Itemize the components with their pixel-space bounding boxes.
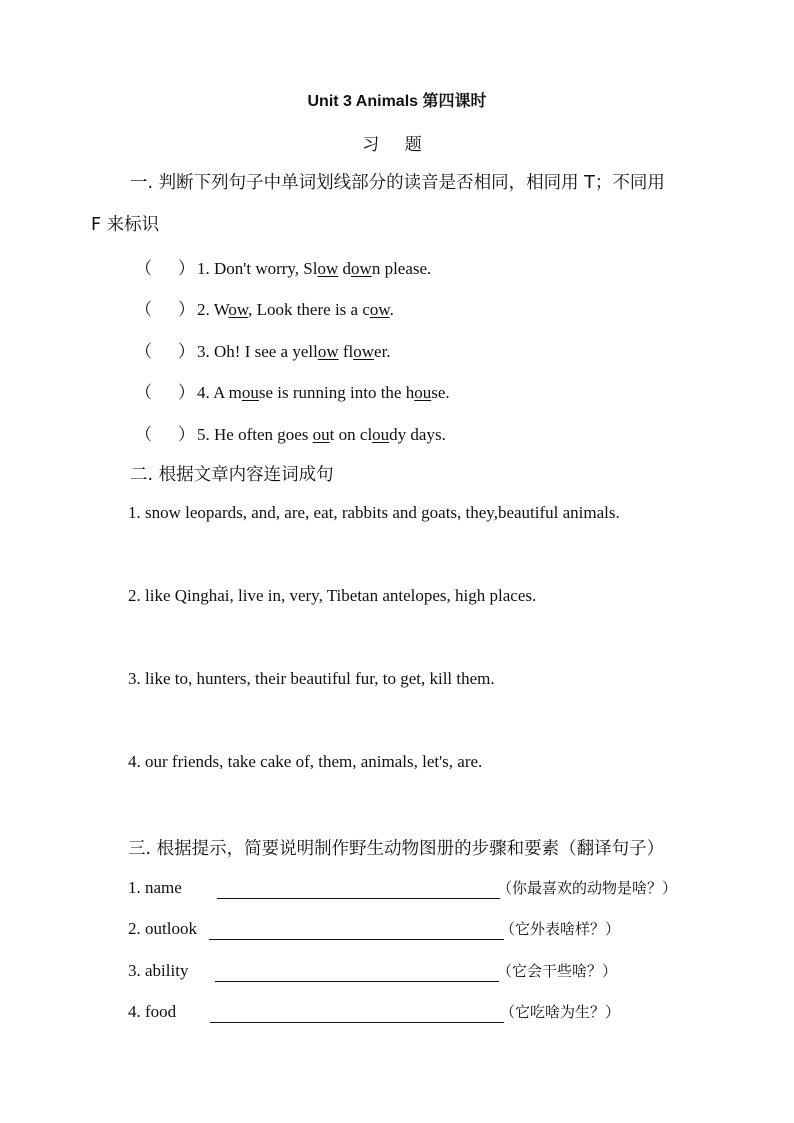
translate-item-4-label: 4. food — [128, 1002, 177, 1021]
reorder-item-3: 3. like to, hunters, their beautiful fur, to get, kill them. — [128, 669, 495, 688]
translate-item-4-hint: （它吃啥为生？） — [500, 1003, 621, 1021]
section1-heading-line2: F 来标识 — [91, 215, 160, 235]
translate-item-1-hint: （你最喜欢的动物是啥？） — [497, 879, 678, 897]
judge-item-3: （ ） 3. Oh! I see a yellow flower. — [135, 337, 391, 362]
answer-line-4[interactable] — [210, 1004, 504, 1023]
judge-item-4: （ ） 4. A mouse is running into the house. — [135, 378, 450, 403]
answer-bracket[interactable]: （ ） — [135, 259, 195, 278]
answer-bracket[interactable]: （ ） — [135, 342, 195, 361]
translate-item-3-label: 3. ability — [128, 961, 189, 980]
translate-item-2-label: 2. outlook — [128, 919, 197, 938]
translate-item-1-label: 1. name — [128, 878, 182, 897]
translate-item-3-hint: （它会干些啥？） — [497, 962, 618, 980]
answer-line-2[interactable] — [209, 921, 504, 940]
translate-item-2-hint: （它外表啥样？） — [500, 920, 621, 938]
answer-line-1[interactable] — [217, 880, 500, 899]
page-subtitle: 习 题 — [362, 135, 432, 155]
page-title: Unit 3 Animals 第四课时 — [307, 93, 487, 110]
section3-heading: 三. 根据提示，简要说明制作野生动物图册的步骤和要素（翻译句子） — [128, 839, 665, 859]
answer-bracket[interactable]: （ ） — [135, 383, 195, 402]
answer-bracket[interactable]: （ ） — [135, 300, 195, 319]
reorder-item-4: 4. our friends, take cake of, them, animals, let's, are. — [128, 752, 483, 771]
answer-bracket[interactable]: （ ） — [135, 425, 195, 444]
reorder-item-1: 1. snow leopards, and, are, eat, rabbits and goats, they,beautiful animals. — [128, 503, 620, 522]
reorder-item-2: 2. like Qinghai, live in, very, Tibetan antelopes, high places. — [128, 586, 537, 605]
judge-item-1: （ ） 1. Don't worry, Slow down please. — [135, 254, 431, 279]
judge-item-2: （ ） 2. Wow, Look there is a cow. — [135, 295, 394, 320]
section1-heading-line1: 一. 判断下列句子中单词划线部分的读音是否相同，相同用 T；不同用 — [130, 173, 665, 193]
judge-item-5: （ ） 5. He often goes out on cloudy days. — [135, 420, 446, 445]
section2-heading: 二. 根据文章内容连词成句 — [130, 465, 334, 485]
answer-line-3[interactable] — [215, 963, 499, 982]
